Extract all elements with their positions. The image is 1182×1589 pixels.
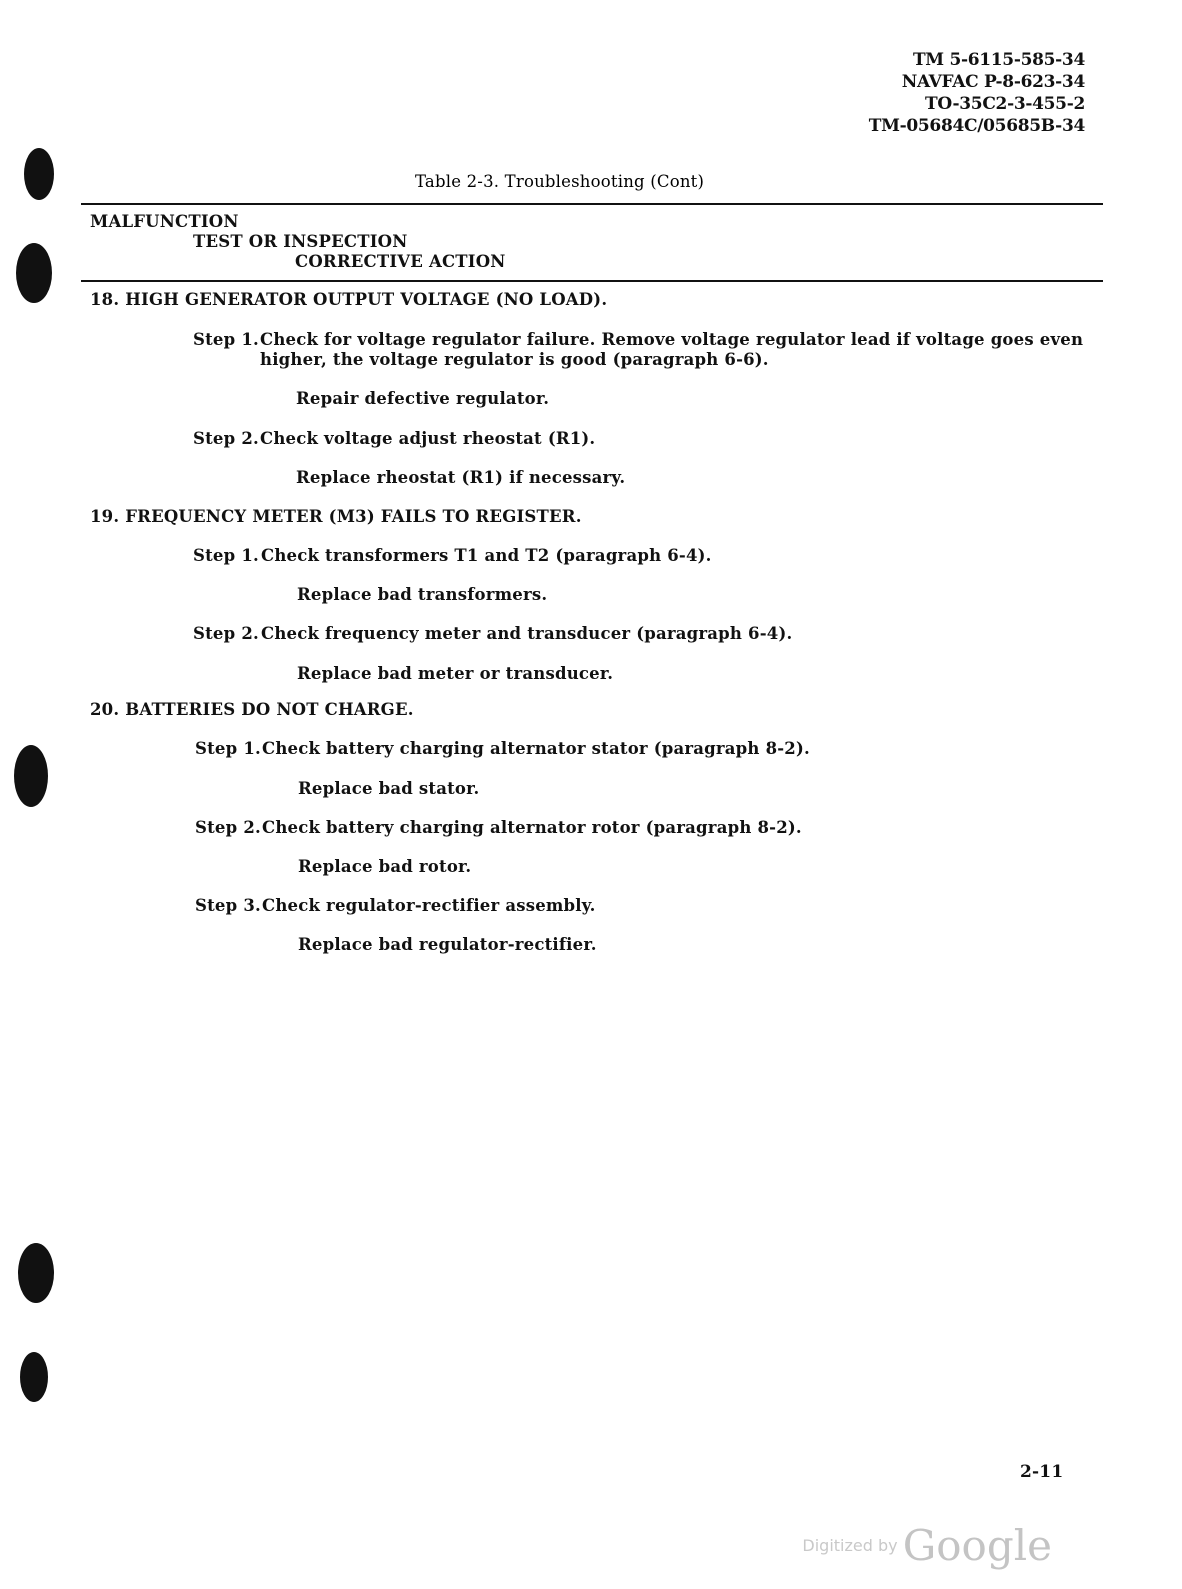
corrective-action: Replace bad rotor.: [298, 857, 472, 876]
step-text: Check battery charging alternator stator (paragraph 8-2).: [262, 739, 810, 758]
corrective-action: Replace bad stator.: [298, 779, 480, 798]
column-heading-test: TEST OR INSPECTION: [193, 232, 408, 251]
corrective-action: Replace bad meter or transducer.: [297, 664, 614, 683]
binder-hole: [14, 745, 48, 807]
step-label: Step 1.: [193, 546, 259, 565]
binder-hole: [20, 1352, 48, 1402]
binder-hole: [24, 148, 54, 200]
doc-number-navfac: NAVFAC P-8-623-34: [901, 72, 1085, 92]
step-label: Step 1.: [195, 739, 261, 758]
table-top-rule: [81, 203, 1103, 205]
malfunction-title: 19. FREQUENCY METER (M3) FAILS TO REGISTER.: [90, 507, 582, 526]
corrective-action: Repair defective regulator.: [296, 389, 550, 408]
binder-hole: [16, 243, 52, 303]
step-label: Step 2.: [195, 818, 261, 837]
step-text-continued: higher, the voltage regulator is good (paragraph 6-6).: [260, 350, 769, 369]
page-number: 2-11: [1020, 1462, 1064, 1482]
doc-number-to: TO-35C2-3-455-2: [925, 94, 1085, 114]
binder-hole: [18, 1243, 54, 1303]
watermark-prefix: Digitized by: [802, 1536, 898, 1555]
column-heading-action: CORRECTIVE ACTION: [295, 252, 506, 271]
step-text: Check for voltage regulator failure. Remove voltage regulator lead if voltage goes even: [260, 330, 1084, 349]
corrective-action: Replace rheostat (R1) if necessary.: [296, 468, 626, 487]
corrective-action: Replace bad transformers.: [297, 585, 548, 604]
step-text: Check battery charging alternator rotor (paragraph 8-2).: [262, 818, 802, 837]
malfunction-title: 20. BATTERIES DO NOT CHARGE.: [90, 700, 414, 719]
step-label: Step 3.: [195, 896, 261, 915]
digitized-watermark: [802, 1521, 1052, 1570]
step-text: Check frequency meter and transducer (paragraph 6-4).: [261, 624, 793, 643]
step-text: Check transformers T1 and T2 (paragraph 6-4).: [261, 546, 712, 565]
step-label: Step 1.: [193, 330, 259, 349]
column-heading-malfunction: MALFUNCTION: [90, 212, 239, 231]
step-label: Step 2.: [193, 429, 259, 448]
step-label: Step 2.: [193, 624, 259, 643]
malfunction-title: 18. HIGH GENERATOR OUTPUT VOLTAGE (NO LOAD).: [90, 290, 608, 309]
table-title: Table 2-3. Troubleshooting (Cont): [415, 172, 705, 191]
doc-number-tm: TM 5-6115-585-34: [912, 50, 1085, 70]
doc-number-tm-marine: TM-05684C/05685B-34: [868, 116, 1085, 136]
step-text: Check voltage adjust rheostat (R1).: [260, 429, 596, 448]
table-header-rule: [81, 280, 1103, 282]
step-text: Check regulator-rectifier assembly.: [262, 896, 596, 915]
watermark-brand: Google: [902, 1521, 1052, 1570]
corrective-action: Replace bad regulator-rectifier.: [298, 935, 597, 954]
